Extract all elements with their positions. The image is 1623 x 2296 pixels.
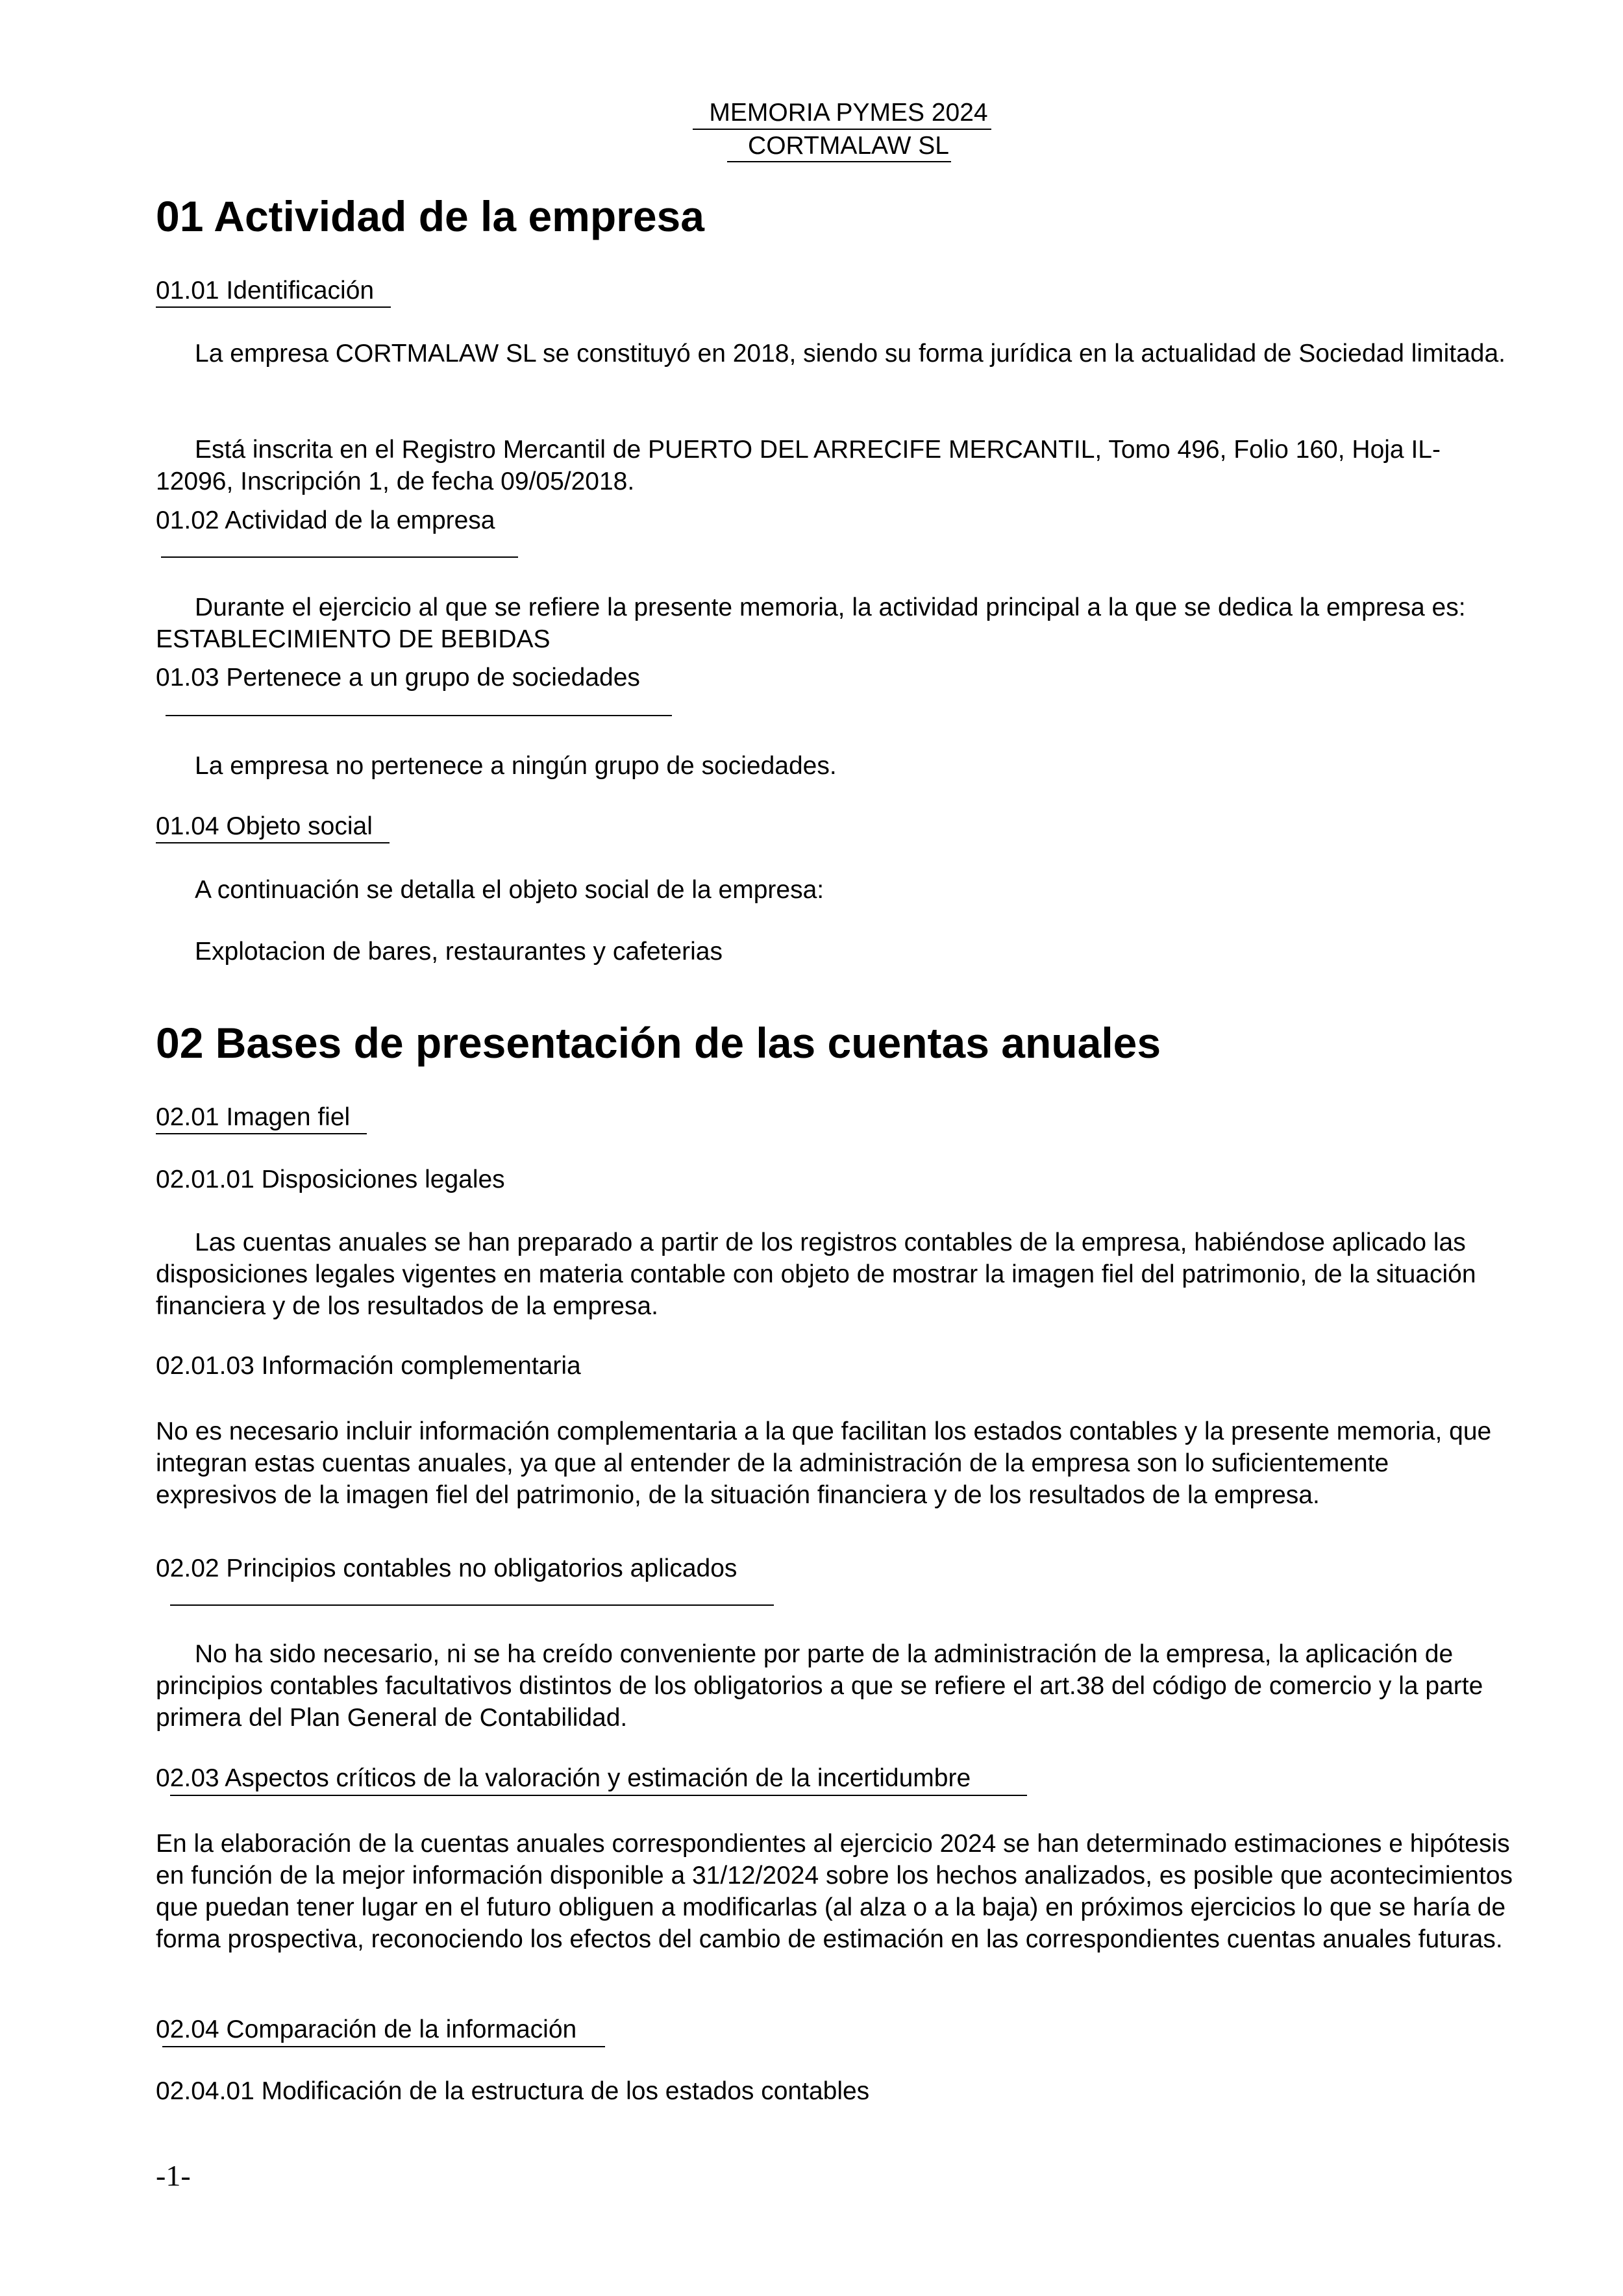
subsection-heading-0103: 01.03 Pertenece a un grupo de sociedades [156, 664, 640, 692]
paragraph-informacion-complementaria: No es necesario incluir información complementaria a la que facilitan los estados contables y la presente memoria, que integran estas cuentas anuales, ya que al entender de la administración de la empresa son lo suficientemente expresivos de la imagen fiel del patrimonio, de la situación financiera y de los resultados de la empresa. [156, 1417, 1492, 1509]
heading-underline [161, 556, 518, 558]
header-company: CORTMALAW SL [748, 132, 949, 160]
paragraph-identificacion: La empresa CORTMALAW SL se constituyó en 2018, siendo su forma jurídica en la actualidad de Sociedad limitada. [195, 340, 1505, 368]
paragraph-principios: No ha sido necesario, ni se ha creído conveniente por parte de la administración de la empresa, la aplicación de principios contables facultativos distintos de los obligatorios a que se refiere el art.38 del código de comercio y la parte primera del Plan General de Contabilidad. [156, 1640, 1483, 1732]
section-heading-02: 02 Bases de presentación de las cuentas anuales [156, 1019, 1161, 1067]
paragraph-actividad: Durante el ejercicio al que se refiere la presente memoria, la actividad principal a la que se dedica la empresa es: ESTABLECIMIENTO DE BEBIDAS [156, 593, 1466, 653]
subsection-heading-0104: 01.04 Objeto social [156, 812, 373, 840]
header-title: MEMORIA PYMES 2024 [709, 99, 988, 127]
heading-underline [156, 842, 390, 843]
subsection-heading-0201: 02.01 Imagen fiel [156, 1103, 351, 1131]
paragraph-disposiciones: Las cuentas anuales se han preparado a partir de los registros contables de la empresa, habiéndose aplicado las disposiciones legales vigentes en materia contable con objeto de mostrar la imagen fiel del patrimonio, de la situación financiera y de los resultados de la empresa. [156, 1229, 1476, 1320]
subsection-heading-020401: 02.04.01 Modificación de la estructura de los estados contables [156, 2077, 870, 2105]
header-underline [727, 161, 951, 162]
section-heading-01: 01 Actividad de la empresa [156, 192, 704, 240]
heading-underline [162, 2046, 605, 2047]
subsection-heading-0202: 02.02 Principios contables no obligatorios aplicados [156, 1554, 737, 1582]
heading-underline [166, 715, 672, 716]
subsection-heading-0204: 02.04 Comparación de la información [156, 2015, 577, 2043]
heading-underline [170, 1604, 774, 1606]
paragraph-objeto-social: Explotacion de bares, restaurantes y cafeterias [195, 938, 723, 966]
heading-underline [156, 1133, 367, 1134]
subsection-heading-0102: 01.02 Actividad de la empresa [156, 506, 495, 534]
subsection-heading-020103: 02.01.03 Información complementaria [156, 1352, 581, 1380]
paragraph-aspectos-criticos: En la elaboración de la cuentas anuales correspondientes al ejercicio 2024 se han determinado estimaciones e hipótesis en función de la mejor información disponible a 31/12/2024 sobre los hechos analizados, es posible que acontecimientos que puedan tener lugar en el futuro obliguen a modificarlas (al alza o a la baja) en próximos ejercicios lo que se haría de forma prospectiva, reconociendo los efectos del cambio de estimación en las correspondientes cuentas anuales futuras. [156, 1830, 1513, 1953]
subsection-heading-020101: 02.01.01 Disposiciones legales [156, 1166, 505, 1193]
paragraph-registro: Está inscrita en el Registro Mercantil de PUERTO DEL ARRECIFE MERCANTIL, Tomo 496, Folio 160, Hoja IL-12096, Inscripción 1, de fecha 09/05/2018. [156, 436, 1441, 495]
subsection-heading-0101: 01.01 Identificación [156, 277, 375, 305]
header-underline [693, 129, 991, 130]
page-number: -1- [156, 2159, 191, 2192]
paragraph-grupo: La empresa no pertenece a ningún grupo de sociedades. [195, 752, 837, 780]
heading-underline [156, 306, 391, 308]
heading-underline [170, 1795, 1027, 1796]
paragraph-objeto-intro: A continuación se detalla el objeto social de la empresa: [195, 876, 824, 904]
subsection-heading-0203: 02.03 Aspectos críticos de la valoración y estimación de la incertidumbre [156, 1764, 971, 1792]
